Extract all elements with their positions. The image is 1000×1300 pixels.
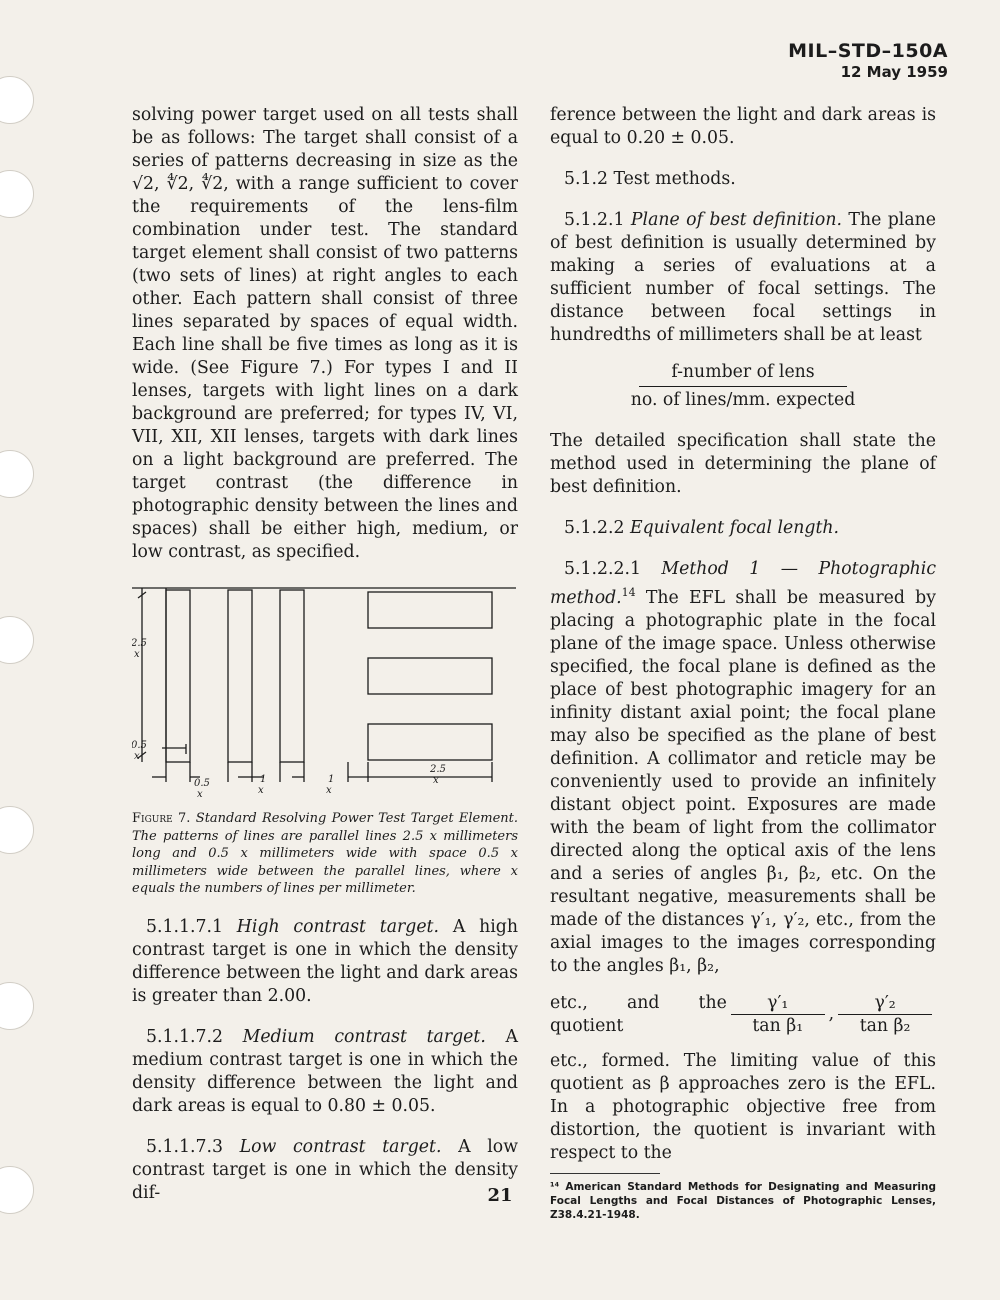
quotient-fraction-2: [838, 992, 932, 1037]
standard-date: 12 May 1959: [840, 63, 948, 81]
width-label: [132, 740, 150, 762]
gap-label-c: [326, 774, 338, 796]
figure-caption-text: Standard Resolving Power Test Target Element. The patterns of lines are parallel lines 2.5 x millimeters long and 0.5 x millimeters wide with space 0.5 x millimeters wide between the parallel lines, where x equals the numbers of lines per millimeter.: [132, 811, 518, 896]
figure-7: [132, 582, 518, 800]
width-label-num: 0.5: [132, 740, 147, 751]
section-number: 5.1.1.7.3: [146, 1136, 223, 1157]
width-label-den: x: [134, 751, 140, 762]
quotient-lead: etc., and the quotient: [550, 992, 727, 1036]
figure-caption: [132, 810, 518, 898]
paragraph-5-1-2-2-1: [550, 558, 936, 978]
section-title: Method 1 — Photographic method.: [550, 559, 936, 608]
section-text: A high contrast target is one in which the density difference between the light and dark areas is greater than 2.00.: [132, 916, 518, 1006]
footnote-ref: 14: [621, 586, 636, 599]
gap-label-c-num: 1: [328, 774, 335, 785]
formula-numerator: f-number of lens: [671, 362, 815, 382]
section-number: 5.1.2.1: [564, 210, 625, 230]
span-label: [429, 764, 449, 786]
section-number: 5.1.2.2.1: [564, 559, 641, 579]
section-number: 5.1.1.7.2: [146, 1026, 223, 1047]
standard-number: MIL–STD–150A: [788, 40, 948, 62]
resolving-target-diagram: [132, 582, 518, 800]
section-text: The plane of best definition is usually determined by making a series of evaluations at a sufficient number of focal settings. The distance between focal settings in hundredths of millimeters shall be at least: [550, 210, 936, 345]
quotient-formula: [550, 992, 936, 1038]
intro-paragraph: solving power target used on all tests shall be as follows: The target shall consist of a series of patterns decreasing in size as the √2, ∜2, ∜2, with a range sufficient to cover the requirements of the lens-film combination under test. The standard target element shall consist of two patterns (two sets of lines) at right angles to each other. Each pattern shall consist of three lines separated by spaces of equal width. Each line shall be five times as long as it is wide. (See Figure 7.) For types I and II lenses, targets with light lines on a dark background are preferred; for types IV, VI, VII, XII, XII lenses, targets with dark lines on a light background are preferred. The target contrast (the difference in photographic density between the lines and spaces) shall be either high, medium, or low contrast, as specified.: [132, 105, 518, 562]
section-title: Plane of best definition.: [630, 210, 842, 230]
gap-label-c-den: x: [326, 785, 332, 796]
gap-label-a-num: 0.5: [194, 778, 210, 789]
punch-hole: [0, 982, 34, 1030]
punch-hole: [0, 616, 34, 664]
section-number: 5.1.2.2: [564, 518, 625, 538]
paragraph-5-1-2-2: [550, 517, 936, 540]
punch-hole: [0, 170, 34, 218]
gap-label-a-den: x: [197, 789, 203, 800]
punch-hole: [0, 76, 34, 124]
paragraph-method-statement: The detailed specification shall state the method used in determining the plane of best definition.: [550, 431, 936, 497]
page-number: 21: [487, 1185, 513, 1206]
continued-paragraph: ference between the light and dark areas is equal to 0.20 ± 0.05.: [550, 105, 936, 148]
left-column: [132, 104, 518, 1223]
quotient-numerator-1: γ′₁: [767, 993, 789, 1014]
section-text: A low contrast target is one in which the density dif-: [132, 1136, 518, 1203]
quotient-separator: ,: [828, 1004, 835, 1025]
gap-label-b-num: 1: [260, 774, 267, 785]
paragraph-5-1-2-1: [550, 209, 936, 347]
gap-label-b: [258, 774, 270, 796]
section-title: Medium contrast target.: [242, 1026, 486, 1047]
length-label-num: 2.5: [132, 638, 147, 649]
gap-label-b-den: x: [258, 785, 264, 796]
section-title: High contrast target.: [236, 916, 439, 937]
paragraph-efl-limit: etc., formed. The limiting value of this quotient as β approaches zero is the EFL. In a photographic objective free from distortion, the quotient is invariant with respect to the: [550, 1050, 936, 1163]
punch-hole: [0, 806, 34, 854]
length-label-den: x: [134, 649, 140, 660]
focal-setting-formula: [550, 361, 936, 412]
span-label-num: 2.5: [430, 764, 446, 775]
figure-caption-label: Figure 7.: [132, 811, 191, 826]
page-header: [788, 40, 948, 81]
paragraph-5-1-1-7-2: [132, 1026, 518, 1118]
quotient-fraction-1: [731, 992, 825, 1037]
right-column: [550, 104, 936, 1240]
gap-label-a: [194, 778, 213, 800]
section-text: A medium contrast target is one in which the density difference between the light and dark areas is equal to 0.80 ± 0.05.: [132, 1026, 518, 1116]
paragraph-5-1-1-7-1: [132, 916, 518, 1008]
quotient-denominator-2: tan β₂: [859, 1016, 911, 1037]
length-label: [132, 638, 150, 660]
section-title: Equivalent focal length.: [629, 518, 840, 538]
formula-denominator: no. of lines/mm. expected: [630, 390, 856, 410]
punch-hole: [0, 450, 34, 498]
footnote-rule: [550, 1173, 660, 1174]
footnote-14: ¹⁴ American Standard Methods for Designating and Measuring Focal Lengths and Focal Distances of Photographic Lenses, Z38.4.21-1948.: [550, 1180, 936, 1221]
section-text: The EFL shall be measured by placing a photographic plate in the focal plane of the image space. Unless otherwise specified, the focal plane is defined as the place of best photographic imagery for an infinity distant axial point; the focal plane may also be specified as the plane of best definition. A collimator and reticle may be conveniently used to provide an infinitely distant object point. Exposures are made with the beam of light from the collimator directed along the optical axis of the lens and a series of angles β₁, β₂, etc. On the resultant negative, measurements shall be made of the distances γ′₁, γ′₂, etc., from the axial images to the images corresponding to the angles β₁, β₂,: [550, 587, 936, 976]
heading-5-1-2: 5.1.2 Test methods.: [564, 169, 736, 189]
section-title: Low contrast target.: [239, 1136, 442, 1157]
formula-bar: [639, 386, 847, 387]
quotient-denominator-1: tan β₁: [752, 1016, 804, 1037]
span-label-den: x: [433, 775, 439, 786]
quotient-numerator-2: γ′₂: [874, 993, 896, 1014]
section-number: 5.1.1.7.1: [146, 916, 223, 937]
